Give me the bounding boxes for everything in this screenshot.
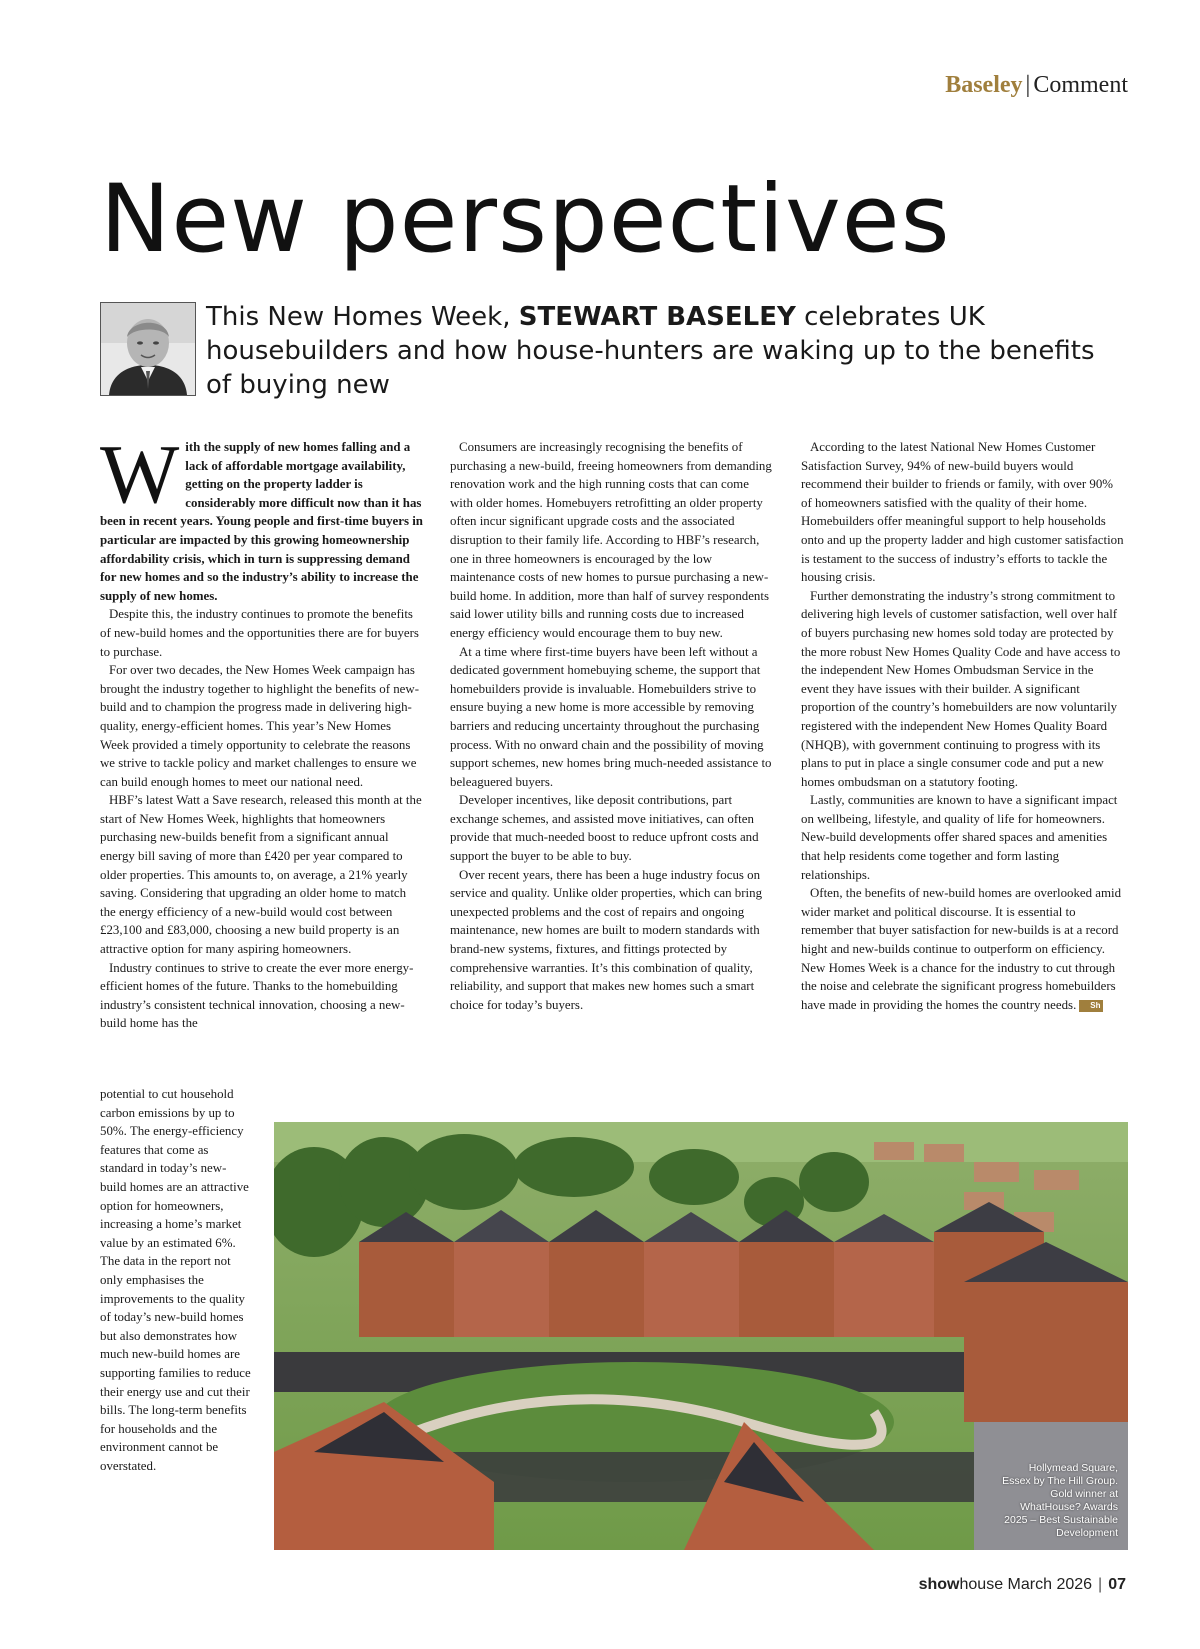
- end-mark-badge: Sh: [1079, 1000, 1102, 1012]
- page-number: 07: [1108, 1576, 1126, 1593]
- footer-divider: |: [1098, 1576, 1103, 1593]
- section-brand: Baseley: [945, 72, 1023, 98]
- article-column-1: [100, 428, 423, 1033]
- body-paragraph: Industry continues to strive to create the ever more energy-efficient homes of the future. Thanks to the homebuilding industry’s consistent technical innovation, choosing a new-build home has the: [100, 960, 414, 1031]
- body-paragraph: [801, 884, 1124, 1014]
- section-name: Comment: [1033, 72, 1128, 98]
- article-headline: New perspectives: [100, 165, 951, 274]
- body-paragraph: According to the latest National New Homes Customer Satisfaction Survey, 94% of new-build buyers would recommend their builder to friends or family, with over 90% of homeowners satisfied with the quality of their home. Homebuilders offer meaningful support to help households onto and up the property ladder and high customer satisfaction is testament to the success of industry’s efforts to tackle the housing crisis.: [801, 440, 1124, 585]
- section-label: [945, 72, 1128, 99]
- body-paragraph: HBF’s latest Watt a Save research, released this month at the start of New Homes Week, highlights that homeowners purchasing new-builds benefit from a significant annual energy bill saving of more than £420 per year compared to older properties. This amounts to, on average, a 21% yearly saving. Considering that upgrading an older home to match the energy efficiency of a new-build would cost between £23,100 and £83,000, choosing a new build property is an attractive option for many aspiring homeowners.: [100, 793, 422, 957]
- closing-text: Often, the benefits of new-build homes are overlooked amid wider market and political discourse. It is essential to remember that buyer satisfaction for new-builds is at a record hight and new-builds continue to outperform on efficiency. New Homes Week is a chance for the industry to cut through the noise and celebrate the significant progress homebuilders have made in providing the homes the country needs.: [801, 886, 1122, 1012]
- article-column-1-continued: [100, 1085, 252, 1475]
- section-separator: |: [1025, 72, 1031, 98]
- article-column-2: [450, 438, 773, 1014]
- body-paragraph-continued: potential to cut household carbon emissions by up to 50%. The energy-efficiency features that come as standard in today’s new-build homes are an attractive option for homeowners, increasing a home’s market value by an estimated 6%. The data in the report not only emphasises the improvements to the quality of today’s new-build homes but also demonstrates how much new-build homes are supporting families to reduce their energy use and cut their bills. The long-term benefits for households and the environment cannot be overstated.: [100, 1087, 251, 1473]
- page-footer: [919, 1576, 1126, 1594]
- photo-caption: Hollymead Square, Essex by The Hill Group. Gold winner at WhatHouse? Awards 2025 – Best Sustainable Development: [1002, 1462, 1118, 1539]
- lede-text: ith the supply of new homes falling and a lack of affordable mortgage availability, getting on the property ladder is considerably more difficult now than it has been in recent years. Young people and first-time buyers in particular are impacted by this growing homeownership affordability crisis, which in turn is suppressing demand for new homes and so the industry’s ability to increase the supply of new homes.: [100, 440, 423, 603]
- body-paragraph: Lastly, communities are known to have a significant impact on wellbeing, lifestyle, and quality of life for homeowners. New-build developments offer shared spaces and amenities that help residents come together and form lasting relationships.: [801, 793, 1118, 882]
- standfirst-intro: This New Homes Week,: [206, 302, 519, 332]
- body-paragraph: For over two decades, the New Homes Week campaign has brought the industry together to highlight the benefits of new-build and to champion the progress made in delivering high-quality, energy-efficient homes. This year’s New Homes Week provided a timely opportunity to celebrate the reasons we strive to tackle policy and market challenges to ensure we can build enough homes to meet our national need.: [100, 663, 419, 789]
- standfirst-text: [206, 300, 1106, 402]
- footer-brand-bold: show: [918, 1576, 960, 1593]
- author-portrait: [100, 302, 196, 396]
- body-paragraph: Consumers are increasingly recognising the benefits of purchasing a new-build, freeing homeowners from demanding renovation work and the high running costs that can come with older homes. Homebuyers retrofitting an older property often incur significant upgrade costs and the associated disruption to their family life. According to HBF’s research, one in three homeowners is encouraged by the low maintenance costs of new homes to pursue purchasing a new-build home. In addition, more than half of survey respondents said lower utility bills and running costs due to increased energy efficiency would encourage them to buy new.: [450, 440, 772, 640]
- body-paragraph: Despite this, the industry continues to promote the benefits of new-build homes and the opportunities there are for buyers to purchase.: [100, 607, 419, 659]
- author-name: STEWART BASELEY: [518, 302, 796, 332]
- body-paragraph: Developer incentives, like deposit contributions, part exchange schemes, and assisted move initiatives, can often provide that much-needed boost to reduce upfront costs and support the buyer to be able to buy.: [450, 793, 759, 864]
- body-paragraph: Further demonstrating the industry’s strong commitment to delivering high levels of customer satisfaction, well over half of buyers purchasing new homes sold today are protected by the more robust New Homes Quality Code and have access to the independent New Homes Ombudsman Service in the event they have issues with their builder. A significant proportion of the country’s homebuilders are now voluntarily registered with the independent New Homes Quality Board (NHQB), with government continuing to progress with its plans to put in place a single consumer code and put a new homes ombudsman on a statutory footing.: [801, 588, 1121, 789]
- article-column-3: [801, 438, 1124, 1014]
- drop-cap: W: [100, 428, 180, 521]
- footer-brand-light: house: [959, 1576, 1004, 1593]
- footer-issue: March 2026: [1007, 1576, 1093, 1593]
- body-paragraph: Over recent years, there has been a huge industry focus on service and quality. Unlike older properties, which can bring unexpected problems and the cost of repairs and ongoing maintenance, new homes are built to modern standards with brand-new systems, fixtures, and fittings protected by comprehensive warranties. It’s this combination of quality, reliability, and support that makes new homes such a smart choice for today’s buyers.: [450, 867, 763, 1012]
- standfirst-body: celebrates UK housebuilders and how house-hunters are waking up to the benefits of buying new: [206, 302, 1095, 400]
- body-paragraph: At a time where first-time buyers have been left without a dedicated government homebuying scheme, the support that homebuilders provide is invaluable. Homebuilders strive to ensure buying a new home is more accessible by removing barriers and reducing uncertainty throughout the purchasing process. With no onward chain and the possibility of moving support schemes, new homes bring much-needed assistance to beleaguered buyers.: [450, 644, 772, 789]
- lede-paragraph: [100, 428, 423, 605]
- development-aerial-photo: [274, 1122, 1128, 1550]
